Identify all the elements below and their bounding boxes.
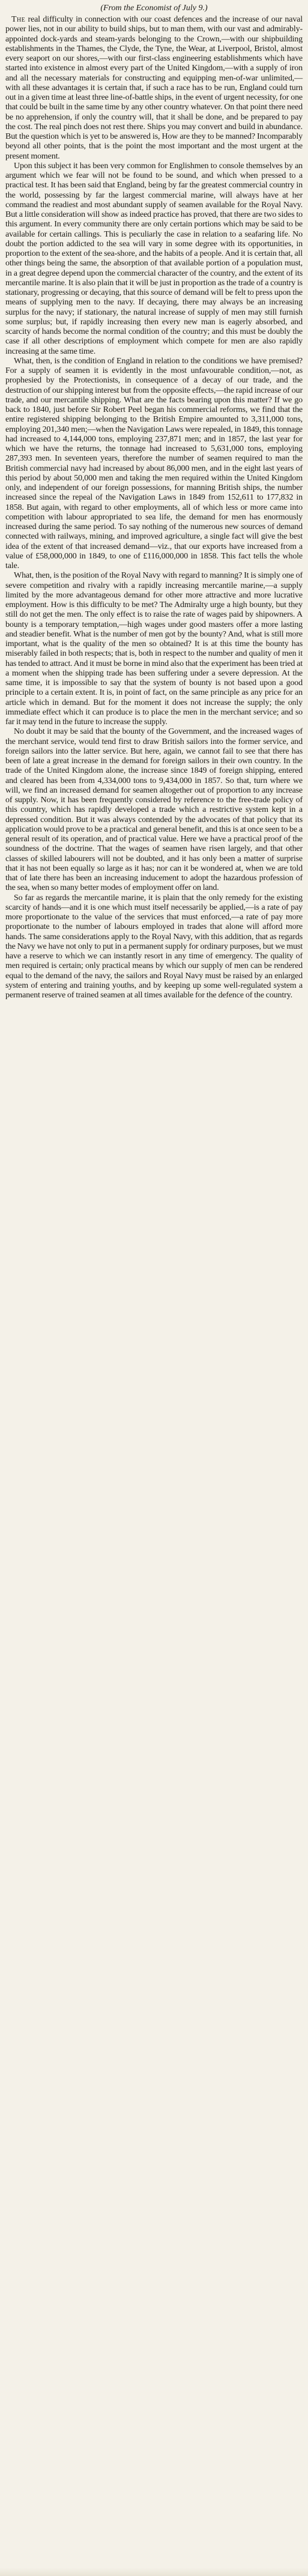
article-paragraph: What, then, is the condition of England in relation to the conditions we have premised? For a supply of seamen it is evidently in the most unfavourable condition,—not, as prophesied by the Protectionists, in consequence of a decay of our trade, and the destruction of our shipping interest but from the opposite effects,—the rapid increase of our trade, and our mercantile shipping. What are the facts bearing upon this matter? If we go back to 1840, just before Sir Robert Peel began his commercial reforms, we find that the entire registered shipping belonging to the British Empire amounted to 3,311,000 tons, employing 201,340 men;—when the Navigation Laws were repealed, in 1849, this tonnage had increased to 4,144,000 tons, employing 237,871 men; and in 1857, the last year for which we have the returns, the tonnage had increased to 5,631,000 tons, employing 287,393 men. In seventeen years, therefore the number of seamen required to man the British commercial navy had increased by about 86,000 men, and in the eight last years of this period by about 50,000 men and taking the men required within the United Kingdom only, and independent of our foreign possessions, for manning British ships, the number increased since the repeal of the Navigation Laws in 1849 from 152,611 to 177,832 in 1858. But again, with regard to other employments, all of which less or more came into competition with labour appropriated to sea life, the demand for men has enormously increased during the same period. To say nothing of the numerous new sources of demand connected with railways, mining, and improved agriculture, a single fact will give the best idea of the extent of that increased demand—viz., that our exports have increased from a value of £58,000,000 in 1849, to one of £116,000,000 in 1858. This fact tells the whole tale.: [5, 356, 303, 570]
article-paragraph: What, then, is the position of the Royal Navy with regard to manning? It is simply one of severe competition and rivalry with a rapidly increasing mercantile marine,—a supply limited by the more advantageous demand for other more attractive and more lucrative employment. How is this difficulty to be met? The Admiralty urge a high bounty, but they still do not get the men. The only effect is to raise the rate of wages paid by shipowners. A bounty is a temporary temptation,—high wages under good masters offer a more lasting and steadier benefit. What is the number of men got by the bounty? And, what is still more important, what is the quality of the men so obtained? It is at this time the bounty has miserably failed in both respects; that is, both in respect to the number and quality of men it has tended to attract. And it must be borne in mind also that the experiment has been tried at a moment when the shipping trade has been suffering under a severe depression. At the same time, it is impossible to say that the system of bounty is not based upon a good principle to a certain extent. It is, in point of fact, on the same principle as any price for an article which in demand. But for the moment it does not increase the supply; the only immediate effect which it can produce is to place the men in the merchant service; and so far it may tend in the future to increase the supply.: [5, 571, 303, 727]
lead-word: The: [11, 15, 26, 24]
article-paragraph: So far as regards the mercantile marine, it is plain that the only remedy for the existing scarcity of hands—and it is one which must itself necessarily be applied,—is a rate of pay more proportionate to the value of the services that must enforced,—a rate of pay more proportionate to the number of labours employed in trades that alone will afford more hands. The same considerations apply to the Royal Navy, with this addition, that as regards the Navy we have not only to put in a permanent supply for ordinary purposes, but we must have a reserve to which we can instantly resort in any time of emergency. The quality of men required is certain; only practical means by which our supply of men can be rendered equal to the demand of the navy, the sailors and Royal Navy must be raised by an enlarged system of entering and training youths, and by keeping up some well-regulated system a permanent reserve of trained seamen at all times available for the defence of the country.: [5, 893, 303, 1000]
clipping-bottom-edge: [0, 2568, 308, 2576]
article-paragraph: No doubt it may be said that the bounty of the Government, and the increased wages of the merchant service, would tend first to draw British sailors into the former service, and foreign sailors into the latter service. But here, again, we cannot fail to see that there has been of late a great increase in the demand for foreign sailors in their own country. In the trade of the United Kingdom alone, the increase since 1849 of foreign shipping, entered and cleared has been from 4,334,000 tons to 9,434,000 in 1857. So that, turn where we will, we find an increased demand for seamen altogether out of proportion to any increase of supply. Now, it has been frequently considered by reference to the free-trade policy of this country, which has rapidly developed a trade which a restrictive system kept in a depressed condition. But it was always contended by the advocates of that policy that its application would prove to be a practical and general benefit, and this is at once seen to be a general result of its operation, and of practical value. Here we have a practical proof of the soundness of the doctrine. That the wages of seamen have risen largely, and that other classes of skilled labourers will not be doubted, and it has only been a matter of surprise that it has not been equally so large as it has; nor can it be wondered at, when we are told that of late there has been an increasing inducement to adopt the hazardous profession of the sea, when so many better modes of employment offer on land.: [5, 727, 303, 893]
article-body: [5, 15, 303, 1000]
article-paragraph: Upon this subject it has been very common for Englishmen to console themselves by an argument which we fear will not be found to be sound, and which when pressed to a practical test. It has been said that England, being by far the greatest commercial country in the world, possessing by far the largest commercial marine, will always have at her command the readiest and most abundant supply of seamen available for the Royal Navy. But a little consideration will show as indeed practice has proved, that there are two sides to this argument. In every community there are only certain portions which may be said to be available for certain callings. This is peculiarly the case in relation to a seafaring life. No doubt the portion addicted to the sea will vary in some degree with its opportunities, in proportion to the extent of the sea-shore, and the habits of a people. And it is certain that, all other things being the same, the absorption of that available portion of a population must, in a great degree depend upon the commercial character of the country, and the extent of its mercantile marine. It is also plain that it will be just in proportion as the trade of a country is stationary, progressing or decaying, that this source of demand will be felt to press upon the means of supplying men to the navy. If decaying, there may always be an increasing surplus for the navy; if stationary, the natural increase of supply of men may still furnish some surplus; but, if rapidly increasing then every new man is eagerly absorbed, and scarcity of hands become the normal condition of the country; and this must be doubly the case if all other descriptions of employment which compete for men are also rapidly increasing at the same time.: [5, 161, 303, 356]
article-paragraph: [5, 15, 303, 162]
paragraph-text: real difficulty in connection with our coast defences and the increase of our naval power lies, not in our ability to build ships, but to man them, with our vast and admirably-appointed dock-yards and steam-yards belonging to the Crown,—with our shipbuilding establishments in the Thames, the Clyde, the Tyne, the Wear, at Liverpool, Bristol, almost every seaport on our shores,—with our first-class engineering establishments which have started into existence in almost every part of the United Kingdom,—with a supply of iron and all the necessary materials for constructing and equipping men-of-war unlimited,—with all these advantages it is certain that, if such a race has to be run, England could turn out in a given time at least three line-of-battle ships, in the event of urgent necessity, for one that could be built in the same time by any other country whatever. On that point there need be no apprehension, if only the country will, that it shall be done, and be prepared to pay the cost. The real pinch does not rest there. Ships you may convert and build in abundance. But the question which is yet to be answered is, How are they to be manned? Incomparably beyond all other points, that is the point the most important and the most urgent at the present moment.: [5, 15, 303, 161]
source-attribution: (From the Economist of July 9.): [100, 4, 208, 13]
